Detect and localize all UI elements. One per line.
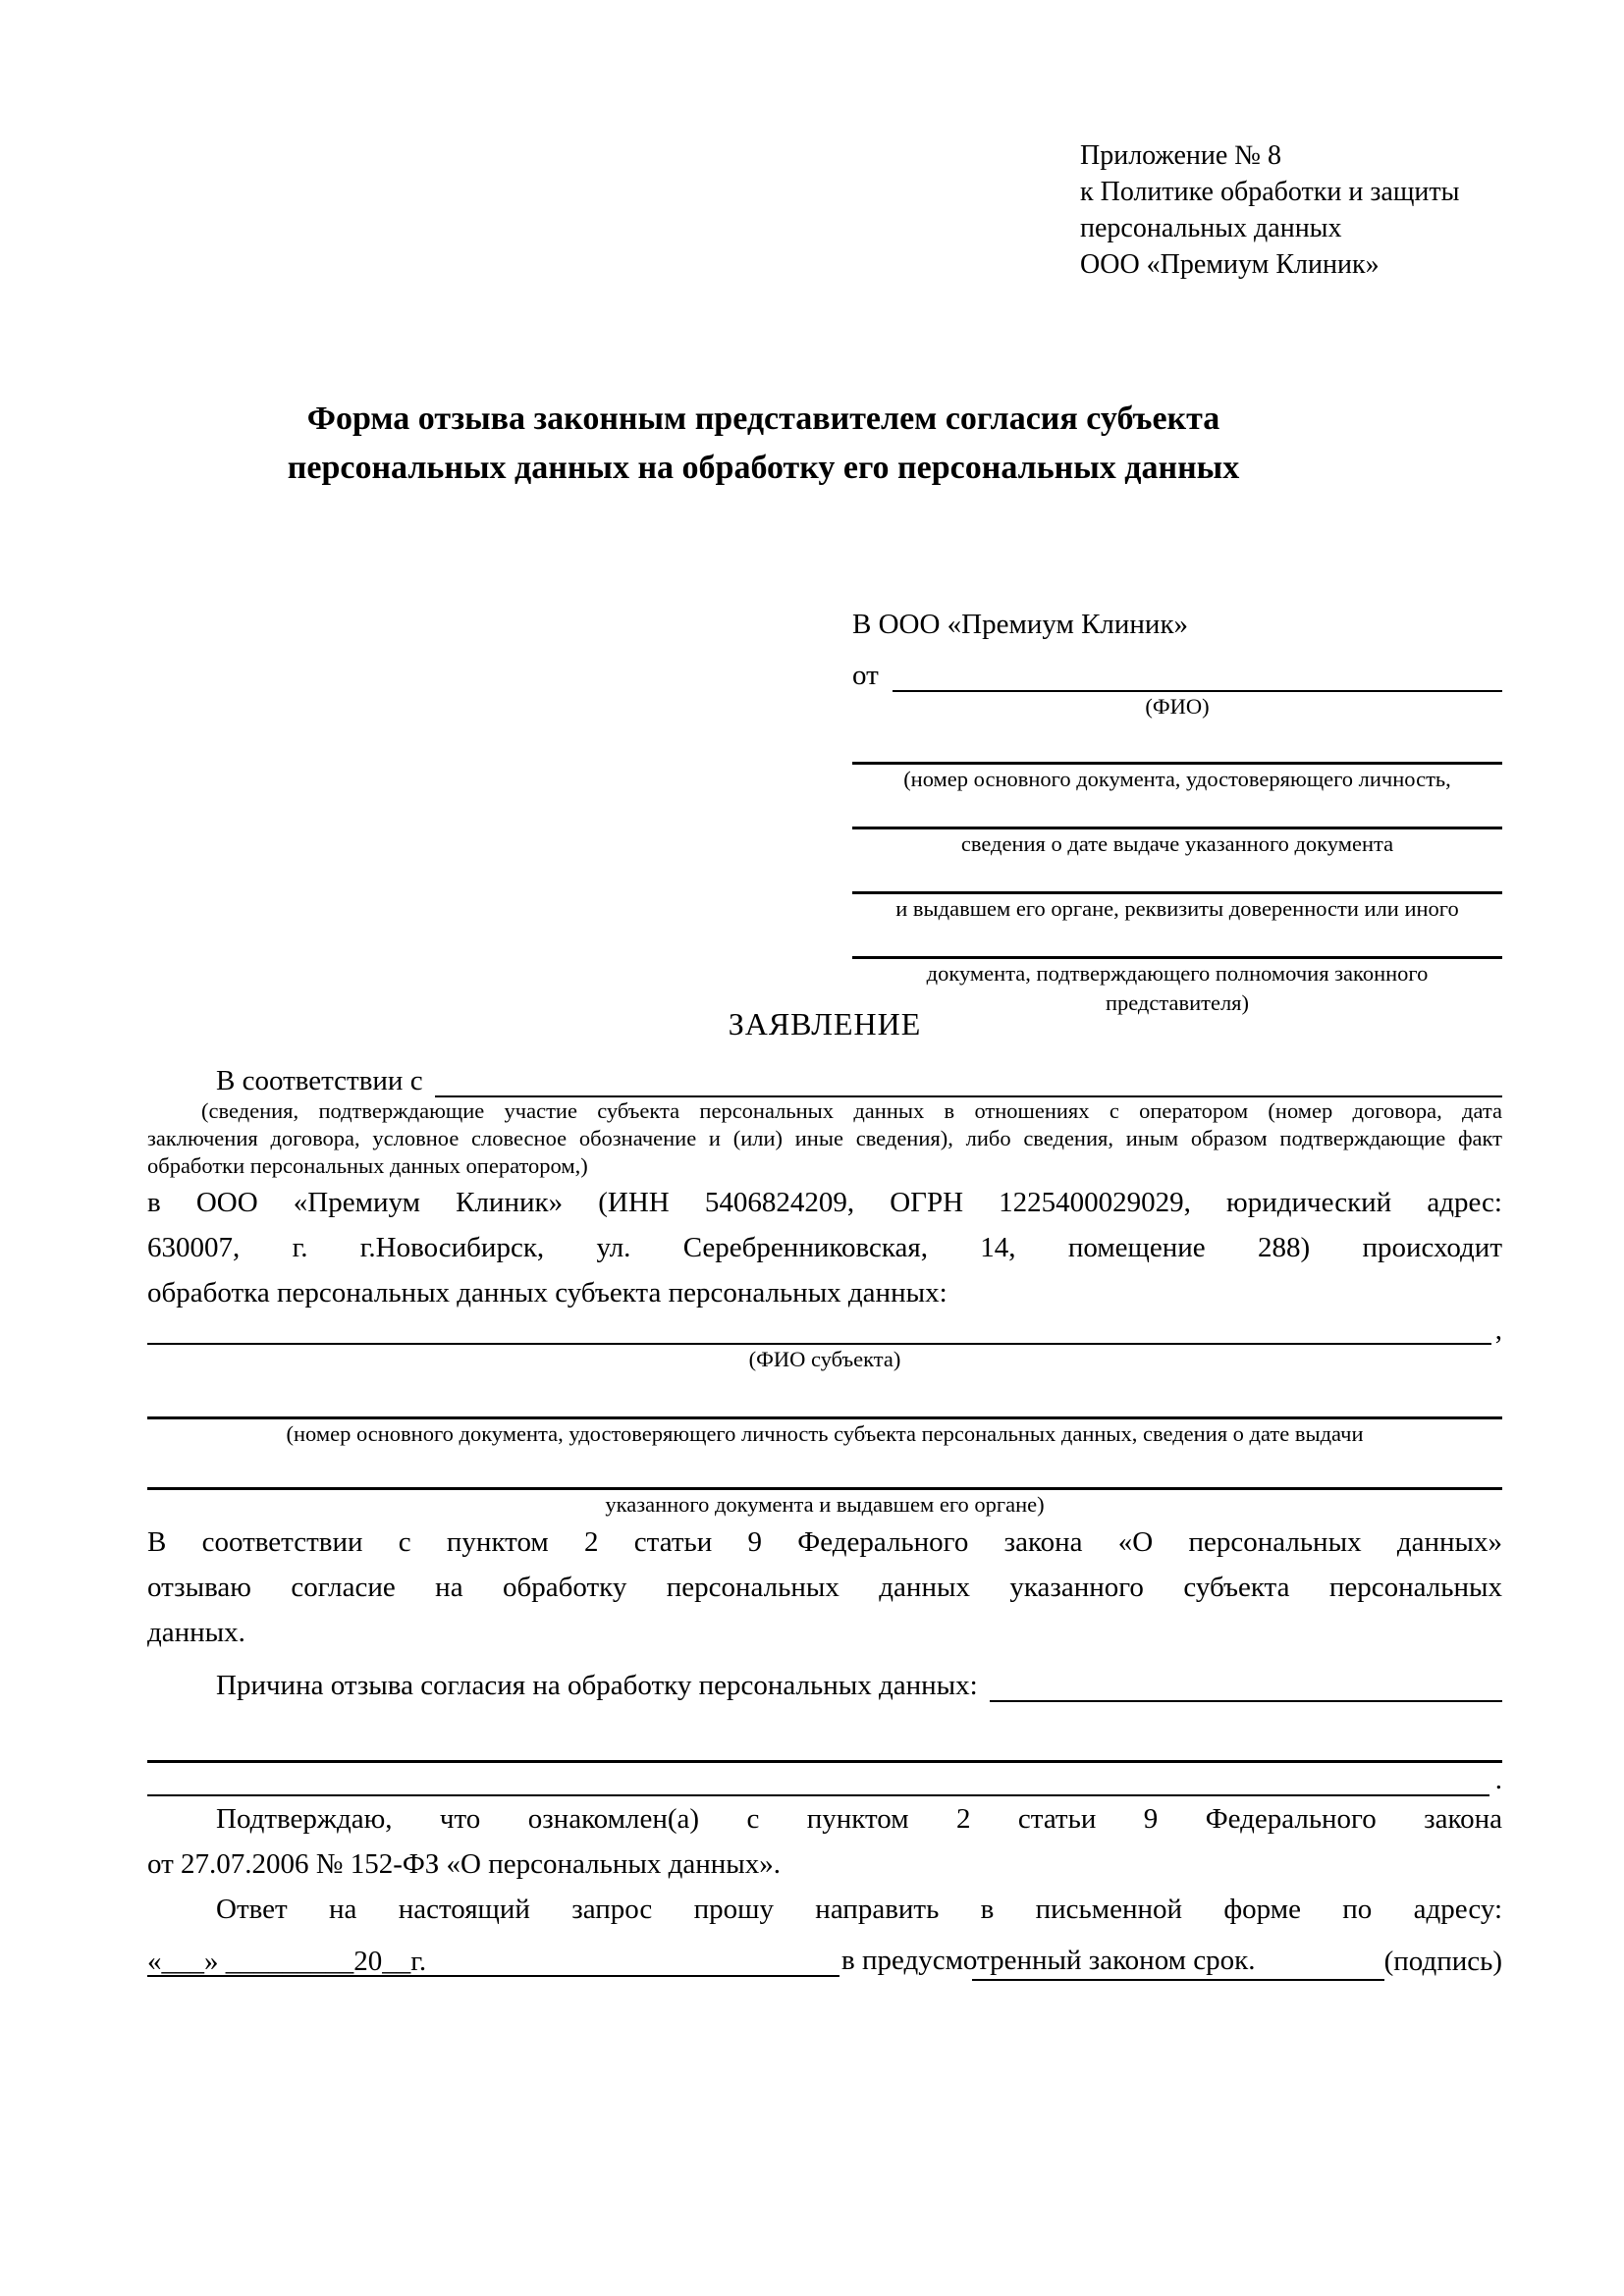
subject-doc-caption-2: указанного документа и выдавшем его органе) [605,1492,1045,1517]
withdrawal-paragraph-line: данных. [147,1617,245,1648]
footer-row [147,1942,1502,1981]
subject-doc-caption-1: (номер основного документа, удостоверяющего личность субъекта персональных данных, сведения о дате выдачи [286,1421,1364,1446]
appendix-reference [1080,137,1459,283]
doc-number-blank-line [852,721,1502,765]
statement-body [147,1003,1502,1977]
reason-blank-line [990,1700,1502,1702]
appendix-line: ООО «Премиум Клиник» [1080,249,1380,280]
appendix-line: Приложение № 8 [1080,140,1281,171]
date-blank-template: «___» _________20__г. [147,1946,427,1977]
signature-blank-line [972,1944,1384,1981]
appendix-line: к Политике обработки и защиты [1080,177,1460,207]
document-title [147,395,1380,493]
operator-paragraph-line: в ООО «Премиум Клиник» (ИНН 5406824209, ОГРН 1225400029029, юридический адрес: [147,1187,1502,1218]
confirm-paragraph-line: от 27.07.2006 № 152-ФЗ «О персональных данных». [147,1848,782,1880]
statement-heading: ЗАЯВЛЕНИЕ [728,1006,922,1041]
intro-prefix: В соответствии с [216,1065,423,1096]
operator-paragraph-line: 630007, г. г.Новосибирск, ул. Серебренниковская, 14, помещение 288) происходит [147,1232,1502,1263]
reason-blank-line-2 [147,1702,1502,1763]
confirm-paragraph-line: Подтверждаю, что ознакомлен(а) с пунктом 2 статьи 9 Федерального закона [216,1803,1502,1835]
withdrawal-paragraph-line: В соответствии с пунктом 2 статьи 9 Федерального закона «О персональных данных» [147,1526,1502,1558]
note-line: (сведения, подтверждающие участие субъекта персональных данных в отношениях с оператором (номер договора, дата [201,1098,1502,1123]
doc-caption-2: сведения о дате выдаче указанного документа [960,831,1394,856]
doc-date-blank-line [852,794,1502,829]
doc-caption-3: и выдавшем его органе, реквизиты доверенности или иного [895,896,1459,921]
signature-caption: (подпись) [1383,1946,1502,1977]
note-line: обработки персональных данных оператором,) [147,1153,588,1178]
signature-group [972,1942,1502,1981]
subject-fio-caption: (ФИО субъекта) [748,1347,901,1371]
subject-fio-row [147,1315,1502,1345]
from-label: от [852,660,879,691]
fio-caption: (ФИО) [1145,694,1210,719]
reply-prefix-line: Ответ на настоящий запрос прошу направить в письменной форме по адресу: [216,1894,1502,1925]
doc-authority-blank-line [852,924,1502,959]
withdrawal-paragraph-line: отзываю согласие на обработку персональных данных указанного субъекта персональных [147,1572,1502,1603]
reason-period: . [1494,1764,1502,1795]
doc-caption-1: (номер основного документа, удостоверяющего личность, [903,767,1451,791]
intro-row [147,1052,1502,1097]
addressee-block [852,604,1502,1018]
reason-blank-row-3 [147,1763,1502,1796]
reason-prefix: Причина отзыва согласия на обработку персональных данных: [216,1670,978,1701]
document-title-line: Форма отзыва законным представителем согласия субъекта [306,400,1220,437]
doc-issuer-blank-line [852,859,1502,894]
doc-caption-4: документа, подтверждающего полномочия законного представителя) [926,961,1429,1015]
subject-doc-issuer-blank-line [147,1449,1502,1490]
from-row [852,645,1502,692]
addressee-organization: В ООО «Премиум Клиник» [852,609,1189,640]
note-line: заключения договора, условное словесное обозначение и (или) иные сведения), либо сведения, иным образом подтверждающие факт [147,1126,1502,1150]
subject-line-comma: , [1494,1314,1502,1346]
operator-paragraph-line: обработка персональных данных субъекта персональных данных: [147,1277,947,1308]
reply-suffix: в предусмотренный законом срок. [841,1945,1256,1976]
document-title-line: персональных данных на обработку его персональных данных [287,450,1240,486]
subject-doc-blank-line [147,1374,1502,1419]
appendix-line: персональных данных [1080,213,1342,243]
reason-row [147,1655,1502,1702]
